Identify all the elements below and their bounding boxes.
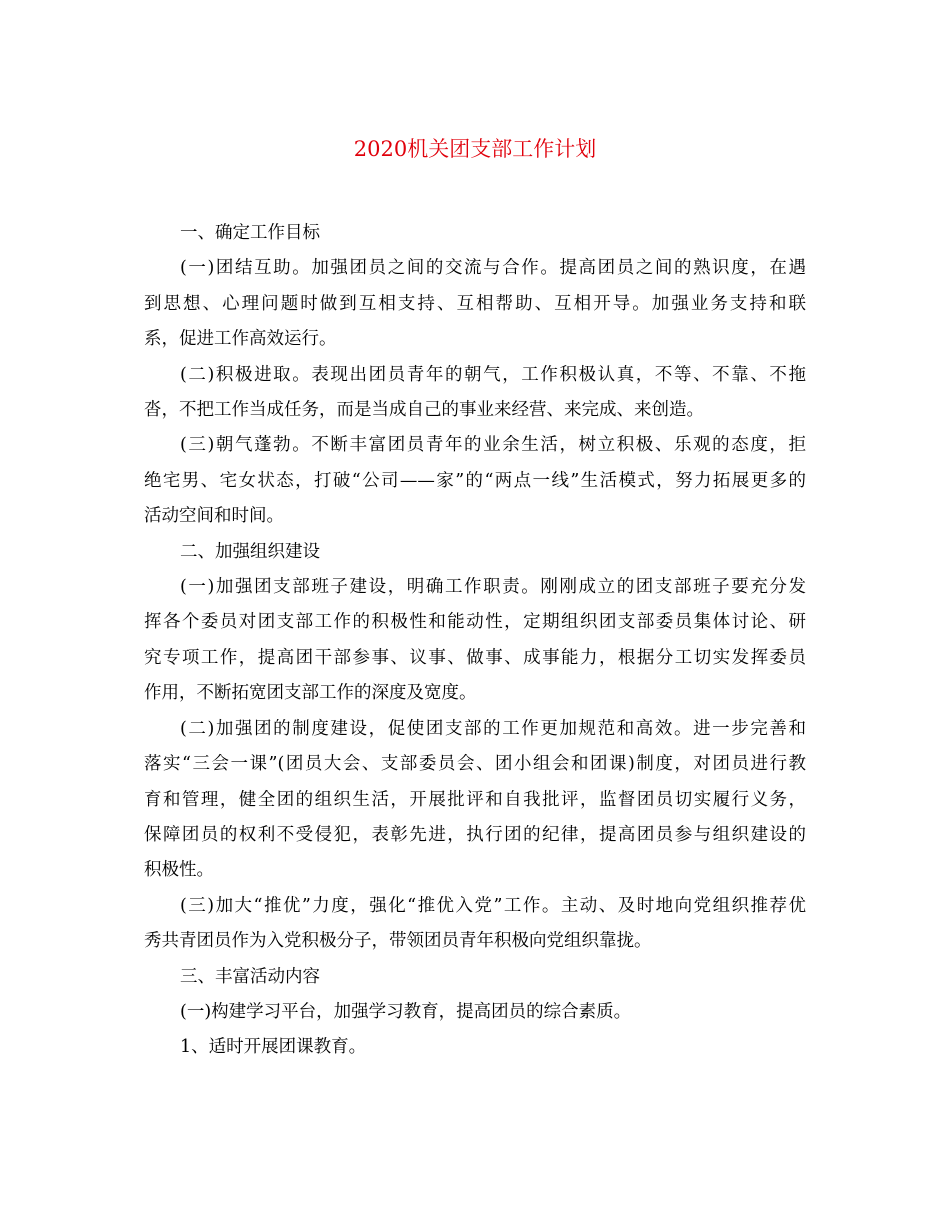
text-line: (二)加强团的制度建设，促使团支部的工作更加规范和高效。进一步完善和 (180, 718, 806, 739)
page-title: 2020机关团支部工作计划 (353, 137, 597, 161)
paragraph-2-1 (144, 570, 806, 712)
text-line: 作用，不断拓宽团支部工作的深度及宽度。 (144, 683, 477, 704)
text-line: (三)加大“推优”力度，强化“推优入党”工作。主动、及时地向党组织推荐优 (180, 895, 806, 916)
paragraph-1-1 (144, 251, 806, 357)
section-heading-3 (144, 960, 806, 995)
text-line: 育和管理，健全团的组织生活，开展批评和自我批评，监督团员切实履行义务， (144, 789, 806, 810)
text-line: 积极性。 (144, 860, 214, 881)
text-line: 绝宅男、宅女状态，打破“公司——家”的“两点一线”生活模式，努力拓展更多的 (144, 470, 806, 491)
paragraph-3-2 (144, 1030, 806, 1065)
text-line: (一)加强团支部班子建设，明确工作职责。刚刚成立的团支部班子要充分发 (180, 577, 806, 598)
paragraph-1-3 (144, 428, 806, 534)
text-line: (一)构建学习平台，加强学习教育，提高团员的综合素质。 (180, 1001, 632, 1022)
text-line: 二、加强组织建设 (180, 541, 320, 562)
text-line: 究专项工作，提高团干部参事、议事、做事、成事能力，根据分工切实发挥委员 (144, 647, 806, 668)
text-line: 1、适时开展团课教育。 (180, 1037, 367, 1058)
text-line: (二)积极进取。表现出团员青年的朝气，工作积极认真，不等、不靠、不拖 (180, 364, 806, 385)
document-body (144, 216, 806, 1066)
text-line: 秀共青团员作为入党积极分子，带领团员青年积极向党组织靠拢。 (144, 931, 652, 952)
text-line: 落实“三会一课”(团员大会、支部委员会、团小组会和团课)制度，对团员进行教 (144, 754, 806, 775)
paragraph-3-1 (144, 995, 806, 1030)
text-line: (一)团结互助。加强团员之间的交流与合作。提高团员之间的熟识度，在遇 (180, 258, 806, 279)
text-line: 一、确定工作目标 (180, 223, 320, 243)
paragraph-2-2 (144, 712, 806, 889)
text-line: 到思想、心理问题时做到互相支持、互相帮助、互相开导。加强业务支持和联 (144, 293, 806, 314)
text-line: 活动空间和时间。 (144, 506, 284, 527)
paragraph-2-3 (144, 889, 806, 960)
text-line: (三)朝气蓬勃。不断丰富团员青年的业余生活，树立积极、乐观的态度，拒 (180, 435, 806, 456)
section-heading-2 (144, 535, 806, 570)
section-heading-1 (144, 216, 806, 251)
text-line: 保障团员的权利不受侵犯，表彰先进，执行团的纪律，提高团员参与组织建设的 (144, 824, 806, 845)
text-line: 三、丰富活动内容 (180, 966, 320, 987)
text-line: 系，促进工作高效运行。 (144, 329, 337, 350)
text-line: 挥各个委员对团支部工作的积极性和能动性，定期组织团支部委员集体讨论、研 (144, 612, 806, 633)
paragraph-1-2 (144, 358, 806, 429)
text-line: 沓，不把工作当成任务，而是当成自己的事业来经营、来完成、来创造。 (144, 400, 704, 421)
